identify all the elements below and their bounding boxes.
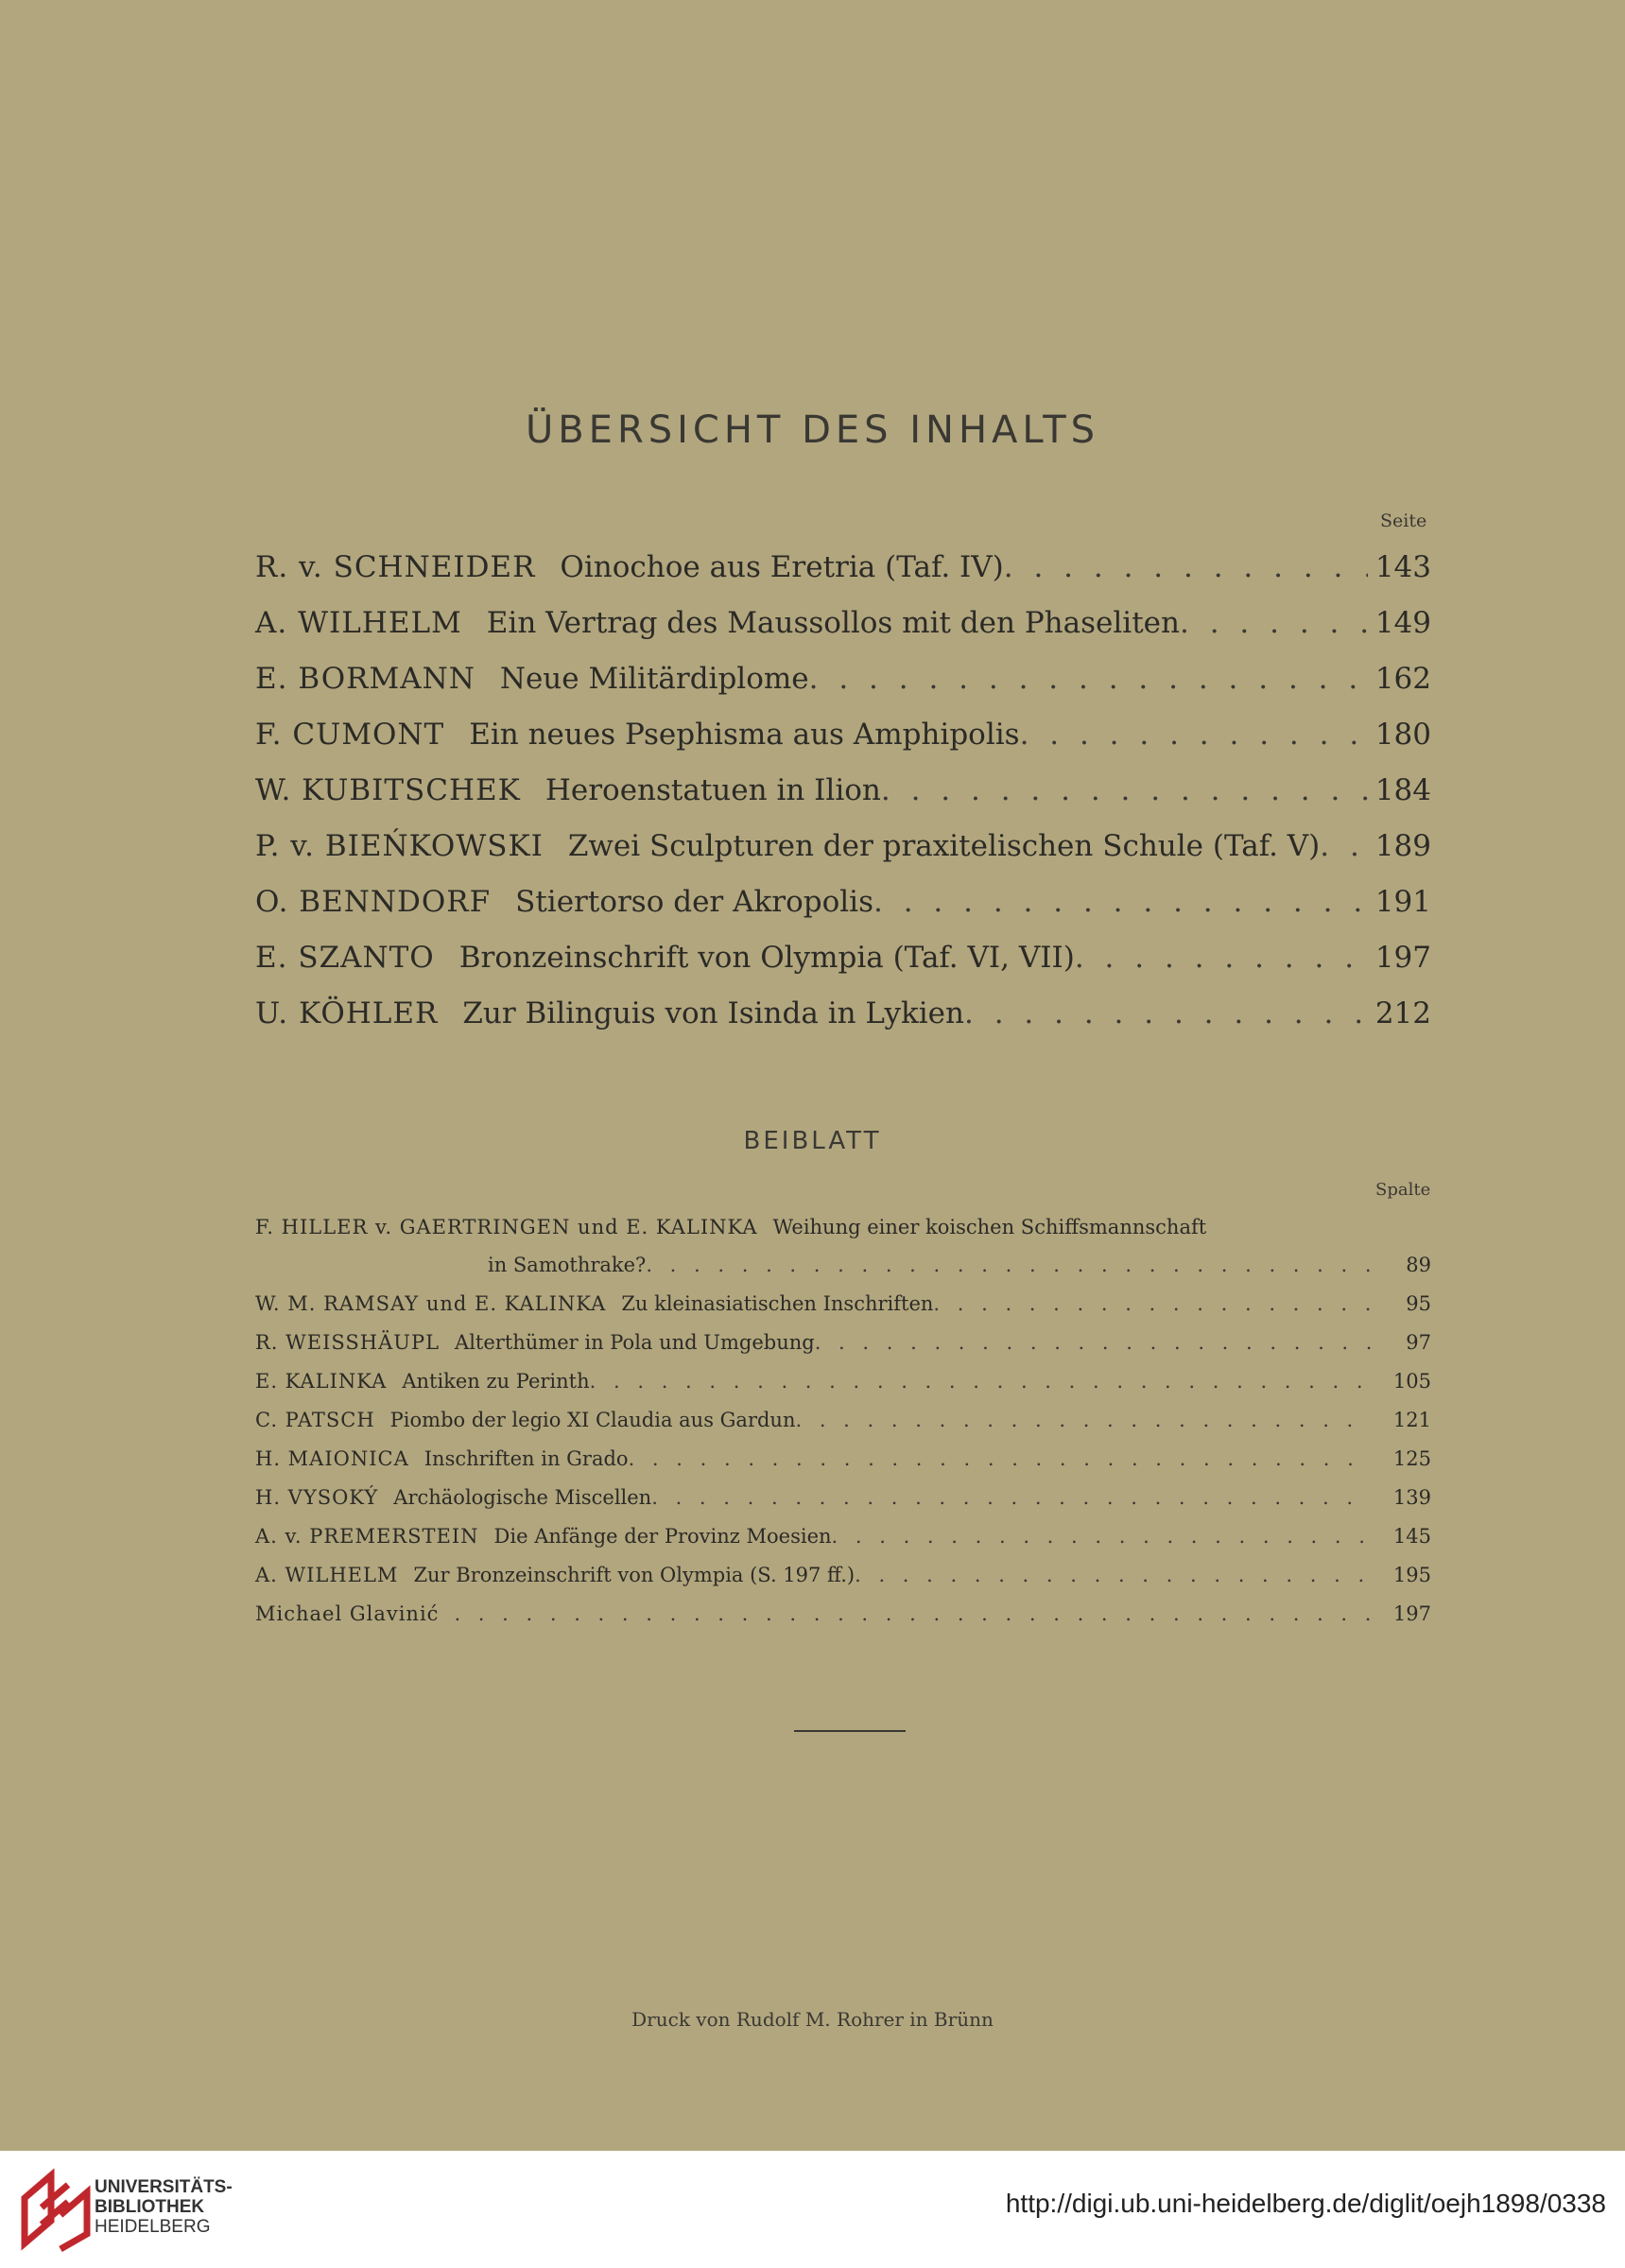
entry-title: Die Anfänge der Provinz Moesien [493,1525,832,1548]
digitization-footer [0,2151,1625,2268]
entry-author: E. SZANTO [255,941,435,975]
page-title: ÜBERSICHT DES INHALTS [525,408,1100,452]
entry-page: 180 [1374,718,1431,752]
contents-entry [255,829,1431,863]
entry-title-continued: in Samothrake? [488,1254,647,1276]
leader-dots [815,1331,1371,1354]
section-divider [794,1730,906,1732]
leader-dots [873,885,1368,919]
entry-author: O. BENNDORF [255,885,492,919]
entry-title: Piombo der legio XI Claudia aus Gardun [389,1409,796,1431]
leader-dots [881,773,1368,807]
entry-column: 197 [1392,1602,1431,1625]
entry-author: A. WILHELM [255,1564,399,1586]
contents-entry [255,885,1431,919]
entry-title: Zwei Sculpturen der praxitelischen Schule (Taf. V) [567,829,1321,863]
leader-dots [646,1254,1371,1276]
entry-author: F. HILLER v. GAERTRINGEN und E. KALINKA [255,1216,758,1238]
library-name-line: UNIVERSITÄTS- [95,2177,233,2197]
entry-title: Zur Bronzeinschrift von Olympia (S. 197 ff.) [413,1564,856,1586]
entry-author: W. M. RAMSAY und E. KALINKA [255,1292,607,1315]
entry-title: Weihung einer koischen Schiffsmannschaft [772,1216,1207,1238]
library-name-line: BIBLIOTHEK [95,2197,205,2217]
entry-author: C. PATSCH [255,1409,375,1431]
beiblatt-entry [255,1447,1431,1470]
entry-column: 89 [1406,1254,1431,1276]
leader-dots [1020,718,1368,752]
entry-author: R. WEISSHÄUPL [255,1331,441,1354]
entry-page: 189 [1374,829,1431,863]
beiblatt-entry [255,1292,1431,1315]
library-logo-icon [13,2166,98,2253]
seite-label: Seite [1380,511,1427,531]
leader-dots [590,1370,1371,1393]
contents-entry [255,941,1431,975]
entry-page: 212 [1374,996,1431,1030]
entry-author: E. KALINKA [255,1370,388,1393]
contents-entry [255,606,1431,640]
leader-dots [933,1292,1371,1315]
entry-title: Alterthümer in Pola und Umgebung [455,1331,815,1354]
leader-dots [454,1602,1371,1625]
entry-title: Heroenstatuen in Ilion [545,773,881,807]
entry-page: 191 [1374,885,1431,919]
permalink-url[interactable]: http://digi.ub.uni-heidelberg.de/diglit/oejh1898/0338 [1005,2189,1606,2218]
entry-title: Stiertorso der Akropolis [515,885,873,919]
entry-title: Archäologische Miscellen [393,1486,652,1509]
contents-entry [255,718,1431,752]
entry-title: Neue Militärdiplome [499,662,809,696]
library-name [95,2177,233,2237]
leader-dots [795,1409,1371,1431]
entry-title: Antiken zu Perinth [402,1370,590,1393]
entry-author: H. MAIONICA [255,1447,409,1470]
beiblatt-entry [255,1409,1431,1431]
beiblatt-entry [255,1370,1431,1393]
entry-author: F. CUMONT [255,718,445,752]
beiblatt-entry [255,1216,1431,1238]
leader-dots [651,1486,1371,1509]
entry-author: A. v. PREMERSTEIN [255,1525,479,1548]
entry-author: P. v. BIEŃKOWSKI [255,829,544,863]
leader-dots [832,1525,1371,1548]
beiblatt-entry-continuation [488,1254,1431,1276]
entry-page: 162 [1374,662,1431,696]
entry-column: 145 [1392,1525,1431,1548]
entry-column: 139 [1392,1486,1431,1509]
beiblatt-entry [255,1486,1431,1509]
entry-column: 97 [1406,1331,1431,1354]
entry-column: 121 [1392,1409,1431,1431]
leader-dots [1004,550,1368,584]
leader-dots [1075,941,1368,975]
entry-title: Bronzeinschrift von Olympia (Taf. VI, VII) [458,941,1075,975]
contents-entry [255,773,1431,807]
leader-dots [629,1447,1371,1470]
beiblatt-entry [255,1331,1431,1354]
entry-title: Ein Vertrag des Maussollos mit den Phaseliten [486,606,1180,640]
leader-dots [809,662,1368,696]
entry-page: 143 [1374,550,1431,584]
leader-dots [964,996,1368,1030]
leader-dots [855,1564,1371,1586]
contents-entry [255,550,1431,584]
entry-title: Inschriften in Grado [424,1447,629,1470]
printer-imprint: Druck von Rudolf M. Rohrer in Brünn [631,2008,994,2031]
entry-author: W. KUBITSCHEK [255,773,521,807]
beiblatt-entry [255,1602,1431,1625]
leader-dots [1180,606,1368,640]
entry-title: Zu kleinasiatischen Inschriften [621,1292,934,1315]
contents-entry [255,996,1431,1030]
spalte-label: Spalte [1375,1180,1431,1200]
beiblatt-entry [255,1564,1431,1586]
entry-page: 197 [1374,941,1431,975]
entry-column: 95 [1406,1292,1431,1315]
entry-author: H. VYSOKÝ [255,1486,379,1509]
beiblatt-heading: BEIBLATT [743,1127,882,1155]
entry-column: 195 [1392,1564,1431,1586]
contents-entry [255,662,1431,696]
entry-author: E. BORMANN [255,662,475,696]
library-name-line: HEIDELBERG [95,2217,211,2237]
entry-column: 105 [1392,1370,1431,1393]
entry-title: Zur Bilinguis von Isinda in Lykien [462,996,964,1030]
entry-author: R. v. SCHNEIDER [255,550,536,584]
entry-author: U. KÖHLER [255,996,439,1030]
beiblatt-entry [255,1525,1431,1548]
entry-title: Ein neues Psephisma aus Amphipolis [469,718,1020,752]
entry-author: A. WILHELM [255,606,462,640]
leader-dots [1320,829,1368,863]
entry-title: Oinochoe aus Eretria (Taf. IV) [560,550,1004,584]
entry-column: 125 [1392,1447,1431,1470]
entry-author: Michael Glavinić [255,1602,440,1625]
entry-page: 149 [1374,606,1431,640]
entry-page: 184 [1374,773,1431,807]
